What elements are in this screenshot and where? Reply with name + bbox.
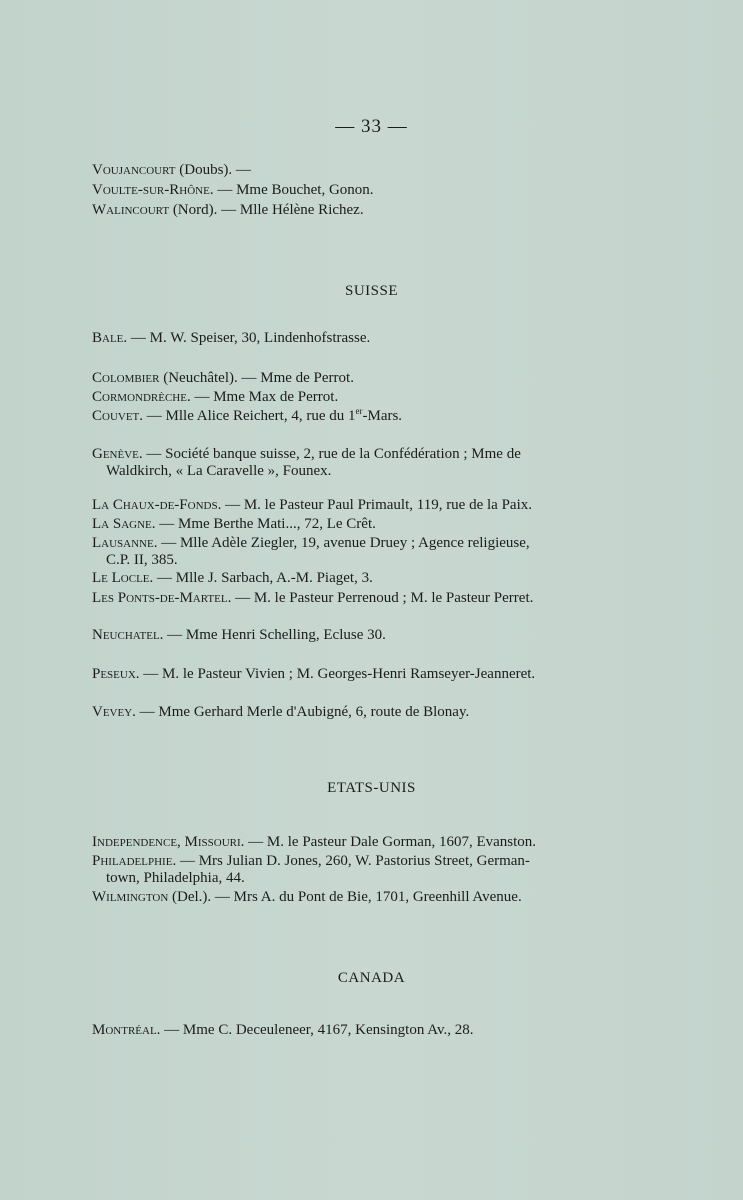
entry-walincourt (92, 202, 627, 219)
entry-text: . — M. W. Speiser, 30, Lindenhofstrasse. (123, 330, 371, 346)
entry-independence (92, 834, 627, 851)
entry-place: Les Ponts-de-Martel (92, 590, 228, 606)
entry-voulte-sur-rhone (92, 182, 627, 199)
entry-colombier (92, 370, 627, 387)
entry-vevey (92, 704, 627, 721)
entry-text: (Doubs). — (175, 162, 251, 178)
entry-text: . — Mlle Alice Reichert, 4, rue du 1 (139, 408, 356, 424)
entry-place: Montréal (92, 1022, 157, 1038)
entry-text: . — M. le Pasteur Dale Gorman, 1607, Evanston. (240, 834, 537, 850)
entry-place: Neuchatel (92, 627, 160, 643)
entry-continuation: Waldkirch, « La Caravelle », Founex. (106, 463, 332, 479)
entry-text: . — Mme Berthe Mati..., 72, Le Crêt. (151, 516, 376, 532)
entry-continuation: town, Philadelphia, 44. (106, 870, 245, 886)
entry-continuation: C.P. II, 385. (106, 552, 178, 568)
entry-la-sagne (92, 516, 627, 533)
entry-place: Colombier (92, 370, 160, 386)
entry-text: . — Mme Max de Perrot. (186, 389, 339, 405)
entry-voujancourt (92, 162, 627, 179)
entry-montreal (92, 1022, 627, 1039)
entry-text: (Neuchâtel). — Mme de Perrot. (159, 370, 354, 386)
entry-text: . — Mme Gerhard Merle d'Aubigné, 6, route de Blonay. (132, 704, 470, 720)
entry-place: Philadelphie (92, 853, 173, 869)
entry-place: Bale (92, 330, 124, 346)
entry-philadelphie (92, 853, 627, 887)
entry-bale (92, 330, 627, 347)
entry-text: . — Mlle Adèle Ziegler, 19, avenue Druey ; Agence religieuse, (153, 535, 530, 551)
entry-neuchatel (92, 627, 627, 644)
entry-text: . — Mme Bouchet, Gonon. (209, 182, 374, 198)
section-title-suisse: SUISSE (344, 283, 399, 299)
entry-le-locle (92, 570, 627, 587)
entry-place: Vevey (92, 704, 133, 720)
entry-place: Independence, Missouri (92, 834, 241, 850)
entry-place: Peseux (92, 666, 136, 682)
entry-text: . — Mlle J. Sarbach, A.-M. Piaget, 3. (149, 570, 373, 586)
entry-text: (Nord). — Mlle Hélène Richez. (169, 202, 364, 218)
section-title-canada: CANADA (337, 970, 406, 986)
entry-la-chaux-de-fonds (92, 497, 627, 514)
entry-couvet (92, 408, 627, 425)
entry-place: Genève (92, 446, 139, 462)
entry-les-ponts-de-martel (92, 590, 627, 607)
entry-place: Cormondrèche (92, 389, 187, 405)
entry-place: La Chaux-de-Fonds (92, 497, 218, 513)
entry-text: . — Société banque suisse, 2, rue de la Confédération ; Mme de (138, 446, 521, 462)
entry-text: . — Mme C. Deceuleneer, 4167, Kensington Av., 28. (156, 1022, 474, 1038)
entry-place: Voulte-sur-Rhône (92, 182, 210, 198)
entry-text-cont: -Mars. (362, 408, 403, 424)
entry-text: . — M. le Pasteur Perrenoud ; M. le Pasteur Perret. (227, 590, 534, 606)
entry-cormondreche (92, 389, 627, 406)
entry-place: Couvet (92, 408, 140, 424)
entry-place: Wilmington (92, 889, 169, 905)
section-title-etats-unis: ETATS-UNIS (327, 780, 416, 796)
entry-superscript: er (355, 406, 363, 416)
page-number: — 33 — (335, 116, 408, 137)
entry-lausanne (92, 535, 627, 569)
entry-geneve (92, 446, 627, 480)
entry-place: Lausanne (92, 535, 154, 551)
entry-text: (Del.). — Mrs A. du Pont de Bie, 1701, Greenhill Avenue. (168, 889, 522, 905)
entry-place: Voujancourt (92, 162, 176, 178)
entry-place: La Sagne (92, 516, 152, 532)
entry-text: . — Mme Henri Schelling, Ecluse 30. (159, 627, 386, 643)
entry-peseux (92, 666, 627, 683)
entry-wilmington (92, 889, 627, 906)
entry-place: Le Locle (92, 570, 150, 586)
entry-place: Walincourt (92, 202, 170, 218)
entry-text: . — M. le Pasteur Vivien ; M. Georges-Henri Ramseyer-Jeanneret. (135, 666, 536, 682)
entry-text: . — M. le Pasteur Paul Primault, 119, rue de la Paix. (217, 497, 532, 513)
entry-text: . — Mrs Julian D. Jones, 260, W. Pastorius Street, German- (172, 853, 530, 869)
